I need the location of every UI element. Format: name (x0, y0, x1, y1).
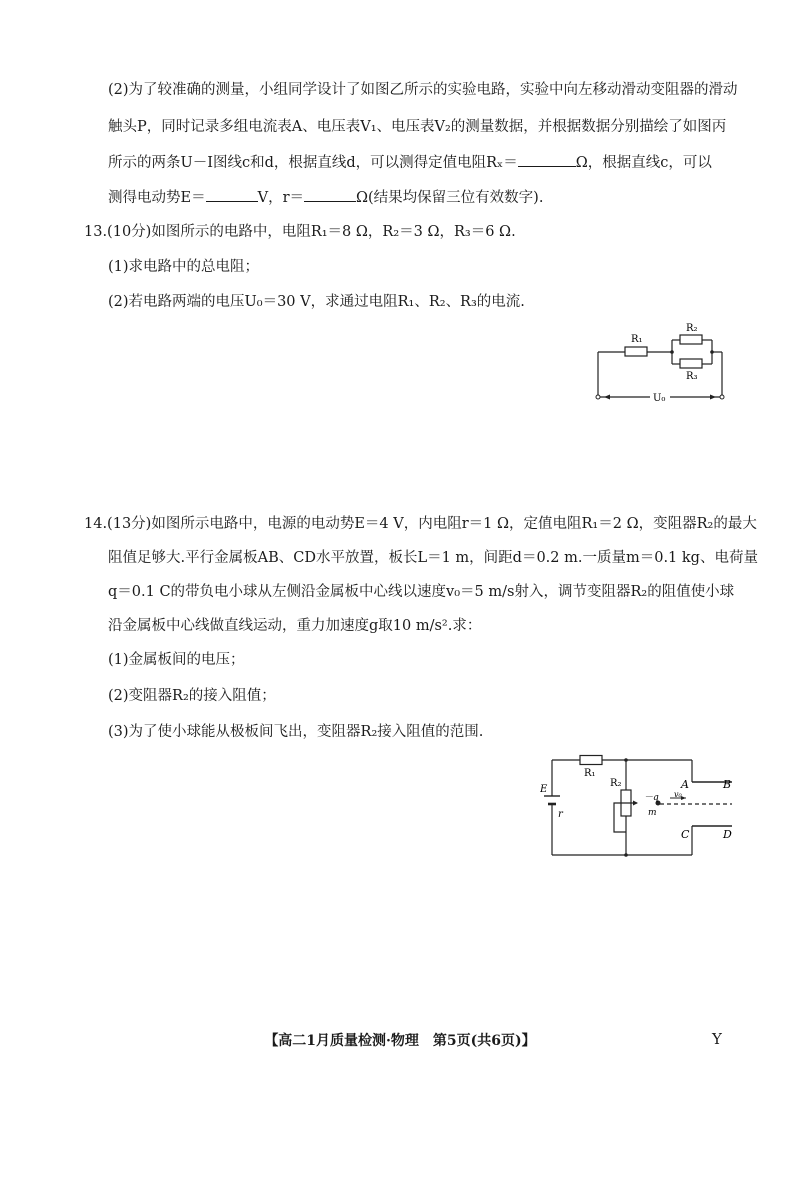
q12-line3-unit: Ω，根据直线c，可以 (575, 155, 712, 171)
label-c: C (681, 828, 690, 841)
label-charge: －q (644, 793, 659, 803)
label-v0: v₀ (674, 790, 682, 799)
q14-part3: (3)为了使小球能从极板间飞出，变阻器R₂接入阻值的范围. (108, 724, 484, 740)
label-r2: R₂ (686, 323, 698, 334)
q14-part2: (2)变阻器R₂的接入阻值； (108, 688, 276, 704)
answer-blank-rx (518, 152, 576, 167)
q14-line2: 阻值足够大.平行金属板AB、CD水平放置，板长L＝1 m，间距d＝0.2 m.一质量m＝0.1 kg、电荷量 (108, 550, 758, 566)
q13-circuit-diagram (590, 322, 740, 412)
resistor-r1 (580, 756, 602, 765)
q12-part2-line1: (2)为了较准确的测量，小组同学设计了如图乙所示的实验电路，实验中向左移动滑动变阻器的滑动 (108, 82, 738, 98)
label-r2: R₂ (610, 778, 622, 789)
q13-part2: (2)若电路两端的电压U₀＝30 V，求通过电阻R₁、R₂、R₃的电流. (108, 294, 525, 310)
label-u0: U₀ (653, 393, 666, 404)
q12-part2-line4 (108, 187, 543, 208)
q14-part1: (1)金属板间的电压； (108, 652, 245, 668)
q12-part2-line3 (108, 152, 712, 173)
q14-line1: 14.(13分)如图所示电路中，电源的电动势E＝4 V，内电阻r＝1 Ω，定值电阻R₁＝2 Ω，变阻器R₂的最大 (84, 516, 757, 532)
label-a: A (681, 778, 689, 791)
label-r-internal: r (558, 809, 563, 820)
q13-part1: (1)求电路中的总电阻； (108, 259, 260, 275)
resistor-r3 (680, 359, 702, 368)
corner-mark: Y (712, 1030, 722, 1048)
label-mass: m (648, 808, 657, 818)
resistor-r1 (625, 347, 647, 356)
q13-stem: 13.(10分)如图所示的电路中，电阻R₁＝8 Ω，R₂＝3 Ω，R₃＝6 Ω. (84, 224, 516, 240)
label-r3: R₃ (686, 371, 698, 382)
q12-line4-a: 测得电动势E＝ (108, 190, 206, 206)
label-r1: R₁ (584, 768, 596, 779)
q12-line4-c: Ω(结果均保留三位有效数字). (356, 190, 544, 206)
q14-line3: q＝0.1 C的带负电小球从左侧沿金属板中心线以速度v₀＝5 m/s射入，调节变阻器R₂的阻值使小球 (108, 584, 735, 600)
label-b: B (723, 778, 732, 791)
q12-part2-line2: 触头P，同时记录多组电流表A、电压表V₁、电压表V₂的测量数据，并根据数据分别描绘了如图丙 (108, 119, 727, 135)
label-d: D (723, 828, 732, 841)
answer-blank-r (304, 187, 356, 202)
q14-line4: 沿金属板中心线做直线运动，重力加速度g取10 m/s².求： (108, 618, 482, 634)
q12-line3-text: 所示的两条U－I图线c和d，根据直线d，可以测得定值电阻Rₓ＝ (108, 155, 518, 171)
label-e: E (540, 784, 548, 795)
label-r1: R₁ (631, 334, 643, 345)
answer-blank-e (206, 187, 258, 202)
page-footer: 【高二1月质量检测·物理 第5页(共6页)】 (264, 1033, 536, 1049)
q14-circuit-diagram (540, 752, 740, 862)
resistor-r2 (680, 335, 702, 344)
q12-line4-b: V，r＝ (257, 190, 304, 206)
